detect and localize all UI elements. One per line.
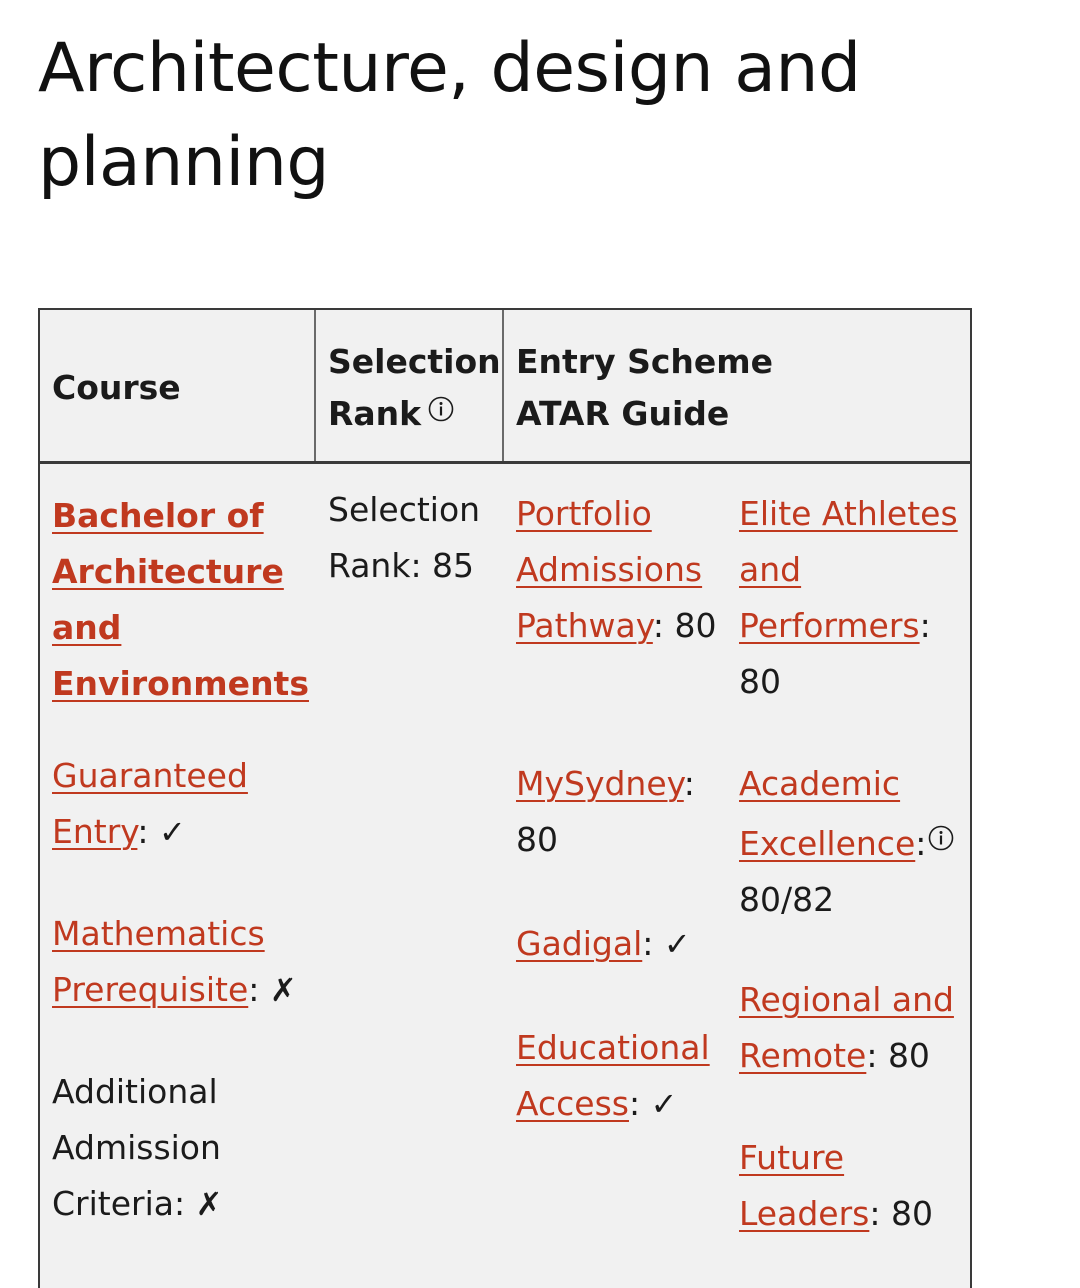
gadigal-link[interactable]: Gadigal: [516, 924, 643, 963]
scheme-elite-athletes: Elite Athletes and Performers: 80: [739, 494, 958, 701]
scheme-portfolio: Portfolio Admissions Pathway: 80: [516, 494, 717, 645]
check-mark: ✓: [663, 925, 691, 963]
check-mark: ✓: [159, 813, 186, 851]
mysydney-link[interactable]: MySydney: [516, 764, 684, 803]
scheme-future-leaders: Future Leaders: 80: [739, 1138, 933, 1233]
academic-excellence-link[interactable]: Academic Excellence: [739, 764, 916, 863]
guaranteed-entry: Guaranteed Entry: ✓: [52, 756, 248, 851]
header-course: Course: [40, 310, 316, 461]
table-header: [40, 310, 970, 464]
cross-mark: ✗: [269, 971, 297, 1009]
page-title: Architecture, design and planning: [38, 29, 861, 202]
elite-athletes-link[interactable]: Elite Athletes and Performers: [739, 494, 958, 645]
portfolio-pathway-link[interactable]: Portfolio Admissions Pathway: [516, 494, 703, 645]
scheme-academic-excellence: Academic Excellence: 80/82: [739, 756, 964, 928]
guaranteed-entry-link[interactable]: Guaranteed Entry: [52, 756, 248, 851]
check-mark: ✓: [650, 1085, 678, 1123]
scheme-mysydney: MySydney: 80: [516, 764, 695, 859]
course-link[interactable]: Bachelor of Architecture and Environments: [52, 496, 309, 703]
info-icon[interactable]: [928, 812, 954, 838]
header-entry-scheme: Entry Scheme ATAR Guide: [516, 342, 774, 433]
scheme-regional-remote: Regional and Remote: 80: [739, 980, 954, 1075]
additional-criteria-label: Additional Admission Criteria:: [52, 1072, 221, 1223]
educational-access-link[interactable]: Educational Access: [516, 1028, 710, 1123]
additional-criteria: [52, 1064, 252, 1232]
math-prerequisite-link[interactable]: Mathematics Prerequisite: [52, 914, 265, 1009]
scheme-gadigal: Gadigal: ✓: [516, 924, 691, 963]
course-cell: [52, 488, 312, 712]
future-leaders-link[interactable]: Future Leaders: [739, 1138, 870, 1233]
entry-requirements-table: [38, 308, 972, 1288]
cross-mark: ✗: [195, 1185, 223, 1223]
selection-rank-value: Selection Rank: 85: [328, 490, 481, 585]
header-selection-rank: Selection Rank: [316, 310, 504, 461]
math-prerequisite: Mathematics Prerequisite: ✗: [52, 914, 297, 1009]
info-icon[interactable]: [428, 385, 454, 411]
scheme-educational-access: Educational Access: ✓: [516, 1028, 710, 1123]
regional-remote-link[interactable]: Regional and Remote: [739, 980, 954, 1075]
